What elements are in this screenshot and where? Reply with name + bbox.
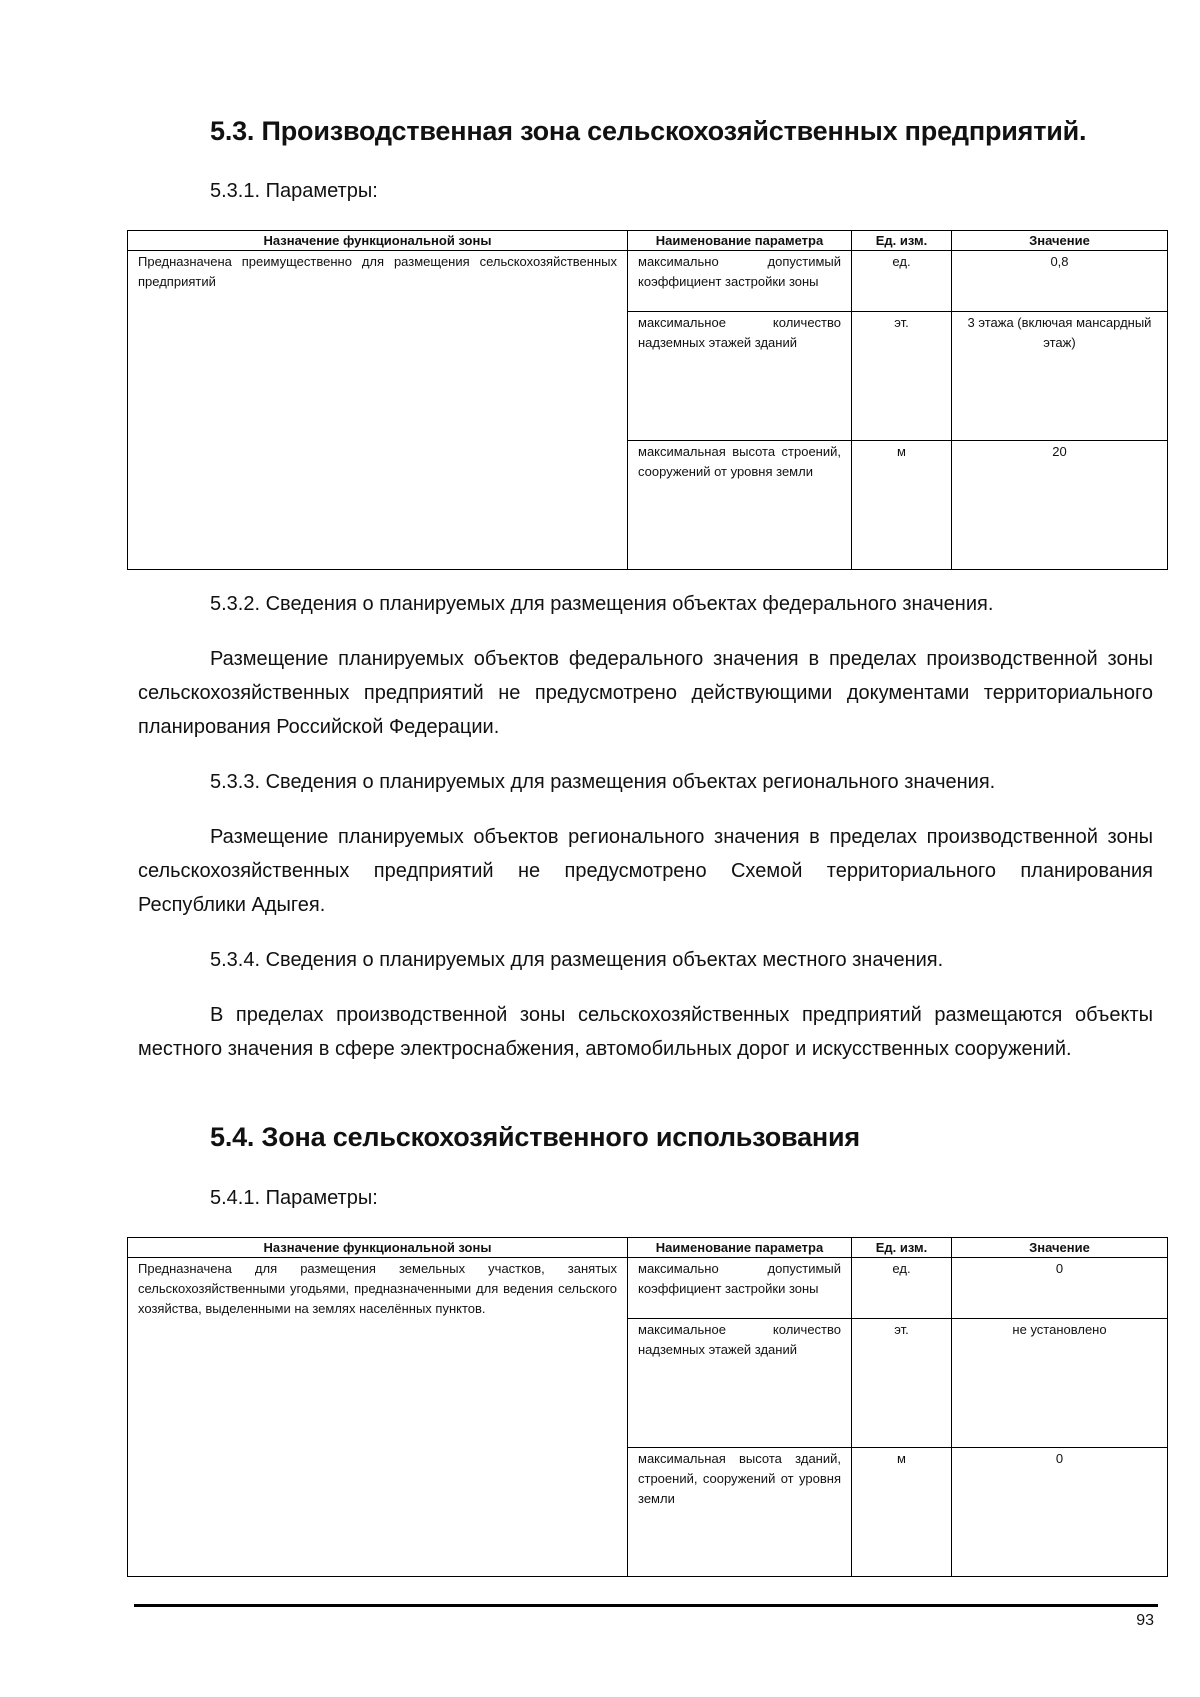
section-5-3-3-heading: 5.3.3. Сведения о планируемых для размещения объектах регионального значения. [210,771,996,793]
header-value: Значение [952,1238,1168,1258]
unit-cell: м [852,1448,952,1577]
params-table-5-4 [127,1237,1168,1577]
unit-cell: ед. [852,251,952,312]
zone-purpose-cell: Предназначена преимущественно для размещения сельскохозяйственных предприятий [128,251,628,570]
section-5-3-title: 5.3. Производственная зона сельскохозяйственных предприятий. [210,116,1087,146]
header-param-name: Наименование параметра [628,231,852,251]
header-unit: Ед. изм. [852,231,952,251]
table-row [128,251,1168,312]
section-5-3-1-heading: 5.3.1. Параметры: [210,180,378,202]
param-name-cell: максимальная высота строений, сооружений от уровня земли [628,441,852,570]
federal-objects-paragraph: Размещение планируемых объектов федерального значения в пределах производственной зоны сельскохозяйственных предприятий не предусмотрено действующими документами территориального планирования Российской Федерации. [138,648,1153,738]
params-table-5-3 [127,230,1168,570]
section-5-3-4-heading: 5.3.4. Сведения о планируемых для размещения объектах местного значения. [210,949,944,971]
unit-cell: м [852,441,952,570]
param-name-cell: максимальная высота зданий, строений, сооружений от уровня земли [628,1448,852,1577]
page-number: 93 [1136,1612,1154,1629]
table-row [128,1258,1168,1319]
value-cell: 20 [952,441,1168,570]
table-header-row [128,1238,1168,1258]
unit-cell: эт. [852,1319,952,1448]
value-cell: 3 этажа (включая мансардный этаж) [952,312,1168,441]
unit-cell: ед. [852,1258,952,1319]
local-objects-paragraph: В пределах производственной зоны сельскохозяйственных предприятий размещаются объекты местного значения в сфере электроснабжения, автомобильных дорог и искусственных сооружений. [138,1004,1153,1060]
unit-cell: эт. [852,312,952,441]
value-cell: 0,8 [952,251,1168,312]
param-name-cell: максимальное количество надземных этажей зданий [628,312,852,441]
zone-purpose-cell: Предназначена для размещения земельных участков, занятых сельскохозяйственными угодьями, предназначенными для ведения сельского хозяйства, выделенными на землях населённых пунктов. [128,1258,628,1577]
header-param-name: Наименование параметра [628,1238,852,1258]
param-name-cell: максимальное количество надземных этажей зданий [628,1319,852,1448]
section-5-3-2-heading: 5.3.2. Сведения о планируемых для размещения объектах федерального значения. [210,593,994,615]
section-5-4-title: 5.4. Зона сельскохозяйственного использования [210,1122,860,1152]
header-unit: Ед. изм. [852,1238,952,1258]
value-cell: 0 [952,1258,1168,1319]
header-zone-purpose: Назначение функциональной зоны [128,231,628,251]
value-cell: 0 [952,1448,1168,1577]
footer-divider [134,1604,1158,1607]
param-name-cell: максимально допустимый коэффициент застройки зоны [628,1258,852,1319]
param-name-cell: максимально допустимый коэффициент застройки зоны [628,251,852,312]
header-value: Значение [952,231,1168,251]
header-zone-purpose: Назначение функциональной зоны [128,1238,628,1258]
section-5-4-1-heading: 5.4.1. Параметры: [210,1187,378,1209]
table-header-row [128,231,1168,251]
value-cell: не установлено [952,1319,1168,1448]
regional-objects-paragraph: Размещение планируемых объектов регионального значения в пределах производственной зоны сельскохозяйственных предприятий не предусмотрено Схемой территориального планирования Республики Адыгея. [138,826,1153,916]
